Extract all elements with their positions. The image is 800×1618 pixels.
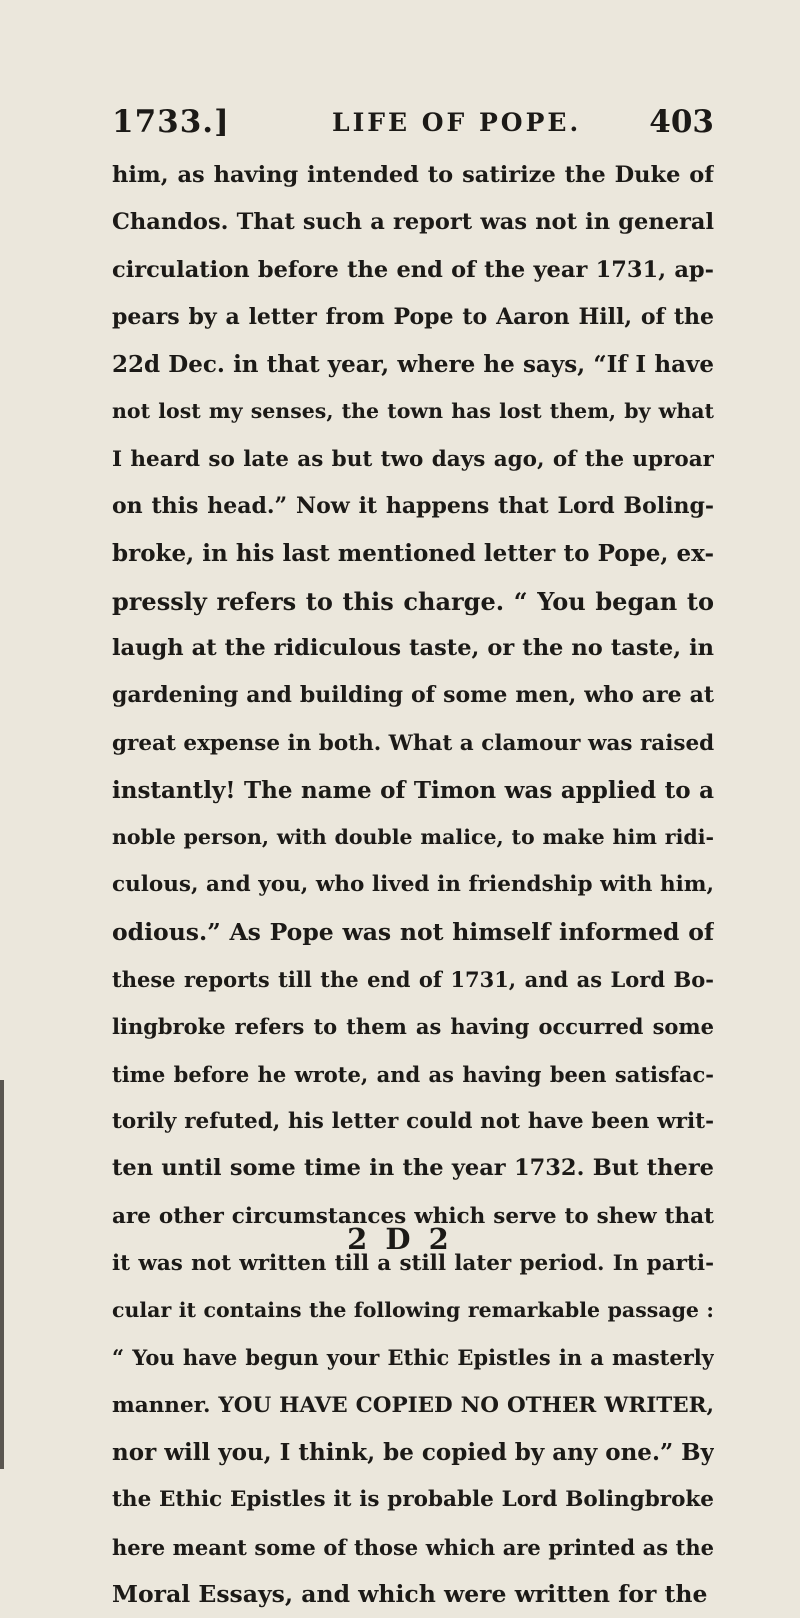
text-line: Chandos. That such a report was not in general <box>112 209 714 236</box>
text-line: these reports till the end of 1731, and as Lord Bo- <box>112 967 714 993</box>
text-line: torily refuted, his letter could not have been writ- <box>112 1108 714 1134</box>
header-title: LIFE OF POPE. <box>332 108 582 137</box>
text-line: I heard so late as but two days ago, of the uproar <box>112 446 714 472</box>
text-line: culous, and you, who lived in friendship with him, <box>112 872 714 898</box>
text-line: nor will you, I think, be copied by any one.” By <box>112 1439 714 1467</box>
text-line: gardening and building of some men, who are at <box>112 682 714 709</box>
header-year: 1733.] <box>112 104 230 140</box>
text-line: ten until some time in the year 1732. But there <box>112 1155 714 1182</box>
text-line: great expense in both. What a clamour was raised <box>112 730 714 756</box>
text-line: laugh at the ridiculous taste, or the no taste, in <box>112 634 714 661</box>
text-line: on this head.” Now it happens that Lord Boling- <box>112 493 714 520</box>
text-line: lingbroke refers to them as having occurred some <box>112 1014 714 1040</box>
text-line: it was not written till a still later period. In parti- <box>112 1250 714 1276</box>
text-line: the Ethic Epistles it is probable Lord Bolingbroke <box>112 1487 714 1513</box>
text-line: pears by a letter from Pope to Aaron Hill, of the <box>112 303 714 330</box>
text-line: odious.” As Pope was not himself informed of <box>112 917 714 946</box>
text-line: not lost my senses, the town has lost them, by what <box>112 399 714 424</box>
text-line: are other circumstances which serve to shew that <box>112 1203 714 1229</box>
text-line: cular it contains the following remarkable passage : <box>112 1298 714 1323</box>
page-number: 403 <box>649 104 714 140</box>
page-edge-shadow <box>0 1080 4 1469</box>
text-line: manner. YOU HAVE COPIED NO OTHER WRITER, <box>112 1392 714 1418</box>
text-line: pressly refers to this charge. “ You began to <box>112 586 714 616</box>
text-line: instantly! The name of Timon was applied to a <box>112 776 714 804</box>
text-line: 22d Dec. in that year, where he says, “If I have <box>112 351 714 379</box>
text-line: circulation before the end of the year 1731, ap- <box>112 256 714 283</box>
text-line: “ You have begun your Ethic Epistles in a masterly <box>112 1345 714 1371</box>
text-line: broke, in his last mentioned letter to Pope, ex- <box>112 540 714 568</box>
text-line: Moral Essays, and which were written for the <box>112 1579 708 1608</box>
text-line: him, as having intended to satirize the Duke of <box>112 162 714 188</box>
running-header <box>112 104 714 144</box>
text-line: here meant some of those which are printed as the <box>112 1534 714 1560</box>
signature-mark: 2 D 2 <box>347 1222 453 1256</box>
text-line: time before he wrote, and as having been satisfac- <box>112 1061 714 1087</box>
body-text <box>112 152 714 1618</box>
text-line: noble person, with double malice, to make him ridi- <box>112 825 714 850</box>
